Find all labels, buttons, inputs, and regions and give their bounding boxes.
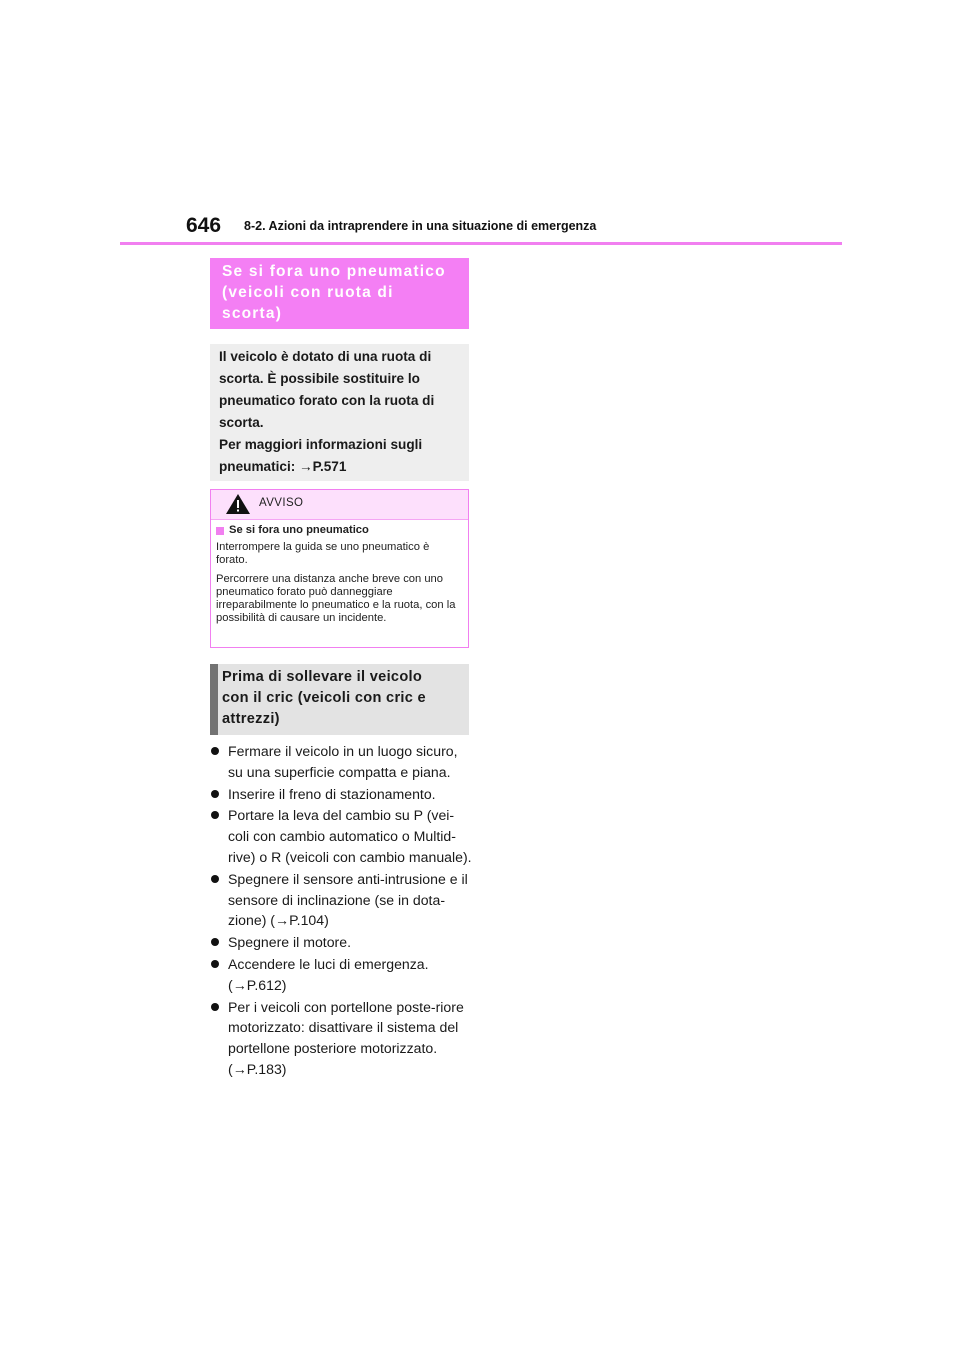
bullet-dot-icon <box>211 960 219 968</box>
gray-heading-line: Prima di sollevare il veicolo <box>222 669 423 685</box>
warning-paragraph: Interrompere la guida se uno pneumatico è forato. <box>216 541 430 566</box>
warning-body <box>211 520 468 625</box>
header-rule <box>120 242 842 245</box>
list-item-text: Spegnere il sensore anti-intrusione e il sensore di inclinazione (se in dota-zione) (→P.104) <box>228 870 468 929</box>
bullet-dot-icon <box>211 811 219 819</box>
bullet-dot-icon <box>211 938 219 946</box>
warning-paragraph: Percorrere una distanza anche breve con uno pneumatico forato può danneggiare irreparabilmente lo pneumatico e la ruota, con la possibilità di causare un incidente. <box>216 573 456 624</box>
warning-box <box>210 489 469 648</box>
list-item <box>210 932 472 953</box>
list-item <box>210 869 472 931</box>
list-item <box>210 954 472 996</box>
info-line: Per maggiori informazioni sugli <box>219 437 423 452</box>
list-item-text: Inserire il freno di stazionamento. <box>228 785 436 802</box>
info-line: Il veicolo è dotato di una ruota di <box>219 349 432 364</box>
list-item <box>210 784 472 805</box>
gray-section-heading <box>210 664 469 735</box>
list-item-text: Spegnere il motore. <box>228 934 351 951</box>
list-item-text: Fermare il veicolo in un luogo sicuro, su una superficie compatta e piana. <box>228 743 458 780</box>
list-item-text: Per i veicoli con portellone poste-riore motorizzato: disattivare il sistema del portellone posteriore motorizzato. (→P.183) <box>228 998 464 1077</box>
warning-header <box>211 490 468 520</box>
gray-heading-line: con il cric (veicoli con cric e <box>222 690 426 706</box>
pink-section-heading <box>210 258 469 329</box>
list-item-text: Accendere le luci di emergenza. (→P.612) <box>228 955 429 993</box>
bullet-dot-icon <box>211 1003 219 1011</box>
info-box <box>210 344 469 481</box>
section-title: 8-2. Azioni da intraprendere in una situazione di emergenza <box>244 219 597 233</box>
procedure-list <box>210 741 472 1081</box>
bullet-dot-icon <box>211 790 219 798</box>
page-number: 646 <box>186 214 222 237</box>
warning-subheading: Se si fora uno pneumatico <box>229 524 369 536</box>
list-item <box>210 741 472 783</box>
list-item-text: Portare la leva del cambio su P (vei-coli con cambio automatico o Multid-rive) o R (veicoli con cambio manuale). <box>228 807 472 865</box>
bullet-dot-icon <box>211 747 219 755</box>
warning-label: AVVISO <box>259 497 304 509</box>
square-bullet-icon <box>216 527 224 535</box>
list-item <box>210 805 472 867</box>
list-item <box>210 997 472 1080</box>
gray-heading-line: attrezzi) <box>222 711 280 727</box>
warning-triangle-icon <box>225 493 251 515</box>
info-line: scorta. <box>219 415 264 430</box>
gray-heading-bar <box>210 664 218 735</box>
info-line: pneumatico forato con la ruota di <box>219 393 435 408</box>
warning-subheading-row <box>216 524 462 537</box>
pink-heading-line: scorta) <box>222 305 283 322</box>
pink-heading-line: (veicoli con ruota di <box>222 284 394 301</box>
info-line: scorta. È possibile sostituire lo <box>219 371 420 386</box>
info-line: pneumatici: →P.571 <box>219 459 347 474</box>
pink-heading-line: Se si fora uno pneumatico <box>222 263 446 280</box>
bullet-dot-icon <box>211 875 219 883</box>
